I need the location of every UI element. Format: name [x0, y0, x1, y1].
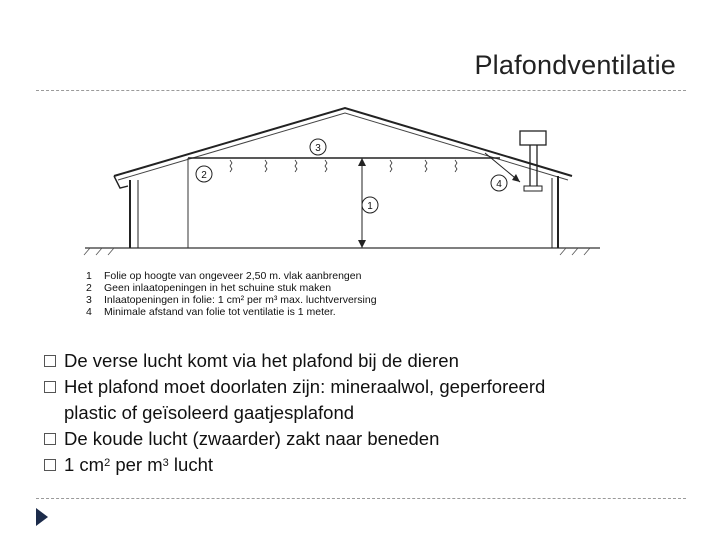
svg-text:1: 1	[367, 201, 373, 212]
bullet-item	[44, 426, 684, 452]
next-slide-arrow-icon[interactable]	[36, 508, 48, 526]
bullet-box-icon	[44, 459, 56, 471]
bullet-text: De verse lucht komt via het plafond bij de dieren	[64, 350, 459, 371]
legend-text-2: Geen inlaatopeningen in het schuine stuk maken	[104, 282, 332, 294]
svg-text:4: 4	[496, 179, 502, 190]
legend-num-4: 4	[86, 306, 92, 318]
bullet-item	[44, 348, 684, 374]
legend-text-4: Minimale afstand van folie tot ventilatie is 1 meter.	[104, 306, 336, 318]
marker-3	[310, 139, 326, 155]
marker-1	[362, 197, 378, 213]
legend-text-3: Inlaatopeningen in folie: 1 cm² per m³ max. luchtverversing	[104, 294, 377, 306]
bullet-text: 1 $cm^2$ per $m^3$ lucht	[64, 454, 213, 475]
legend-num-1: 1	[86, 270, 92, 282]
bullet-list	[44, 348, 684, 478]
bullet-box-icon	[44, 355, 56, 367]
bullet-item	[44, 374, 684, 426]
bullet-box-icon	[44, 381, 56, 393]
svg-text:3: 3	[315, 143, 321, 154]
bullet-text: Het plafond moet doorlaten zijn: mineraalwol, geperforeerd	[64, 376, 546, 397]
barn-ventilation-diagram	[80, 98, 600, 330]
bottom-divider	[36, 498, 686, 499]
bullet-box-icon	[44, 433, 56, 445]
figure-legend	[86, 270, 377, 318]
svg-text:2: 2	[201, 170, 207, 181]
top-divider	[36, 90, 686, 91]
slide-title: Plafondventilatie	[474, 50, 676, 80]
bullet-item	[44, 452, 684, 478]
bullet-text: De koude lucht (zwaarder) zakt naar beneden	[64, 428, 440, 449]
legend-num-3: 3	[86, 294, 92, 306]
legend-num-2: 2	[86, 282, 92, 294]
bullet-text-continuation: plastic of geïsoleerd gaatjesplafond	[64, 402, 355, 423]
marker-4	[491, 175, 507, 191]
marker-2	[196, 166, 212, 182]
legend-text-1: Folie op hoogte van ongeveer 2,50 m. vlak aanbrengen	[104, 270, 362, 282]
